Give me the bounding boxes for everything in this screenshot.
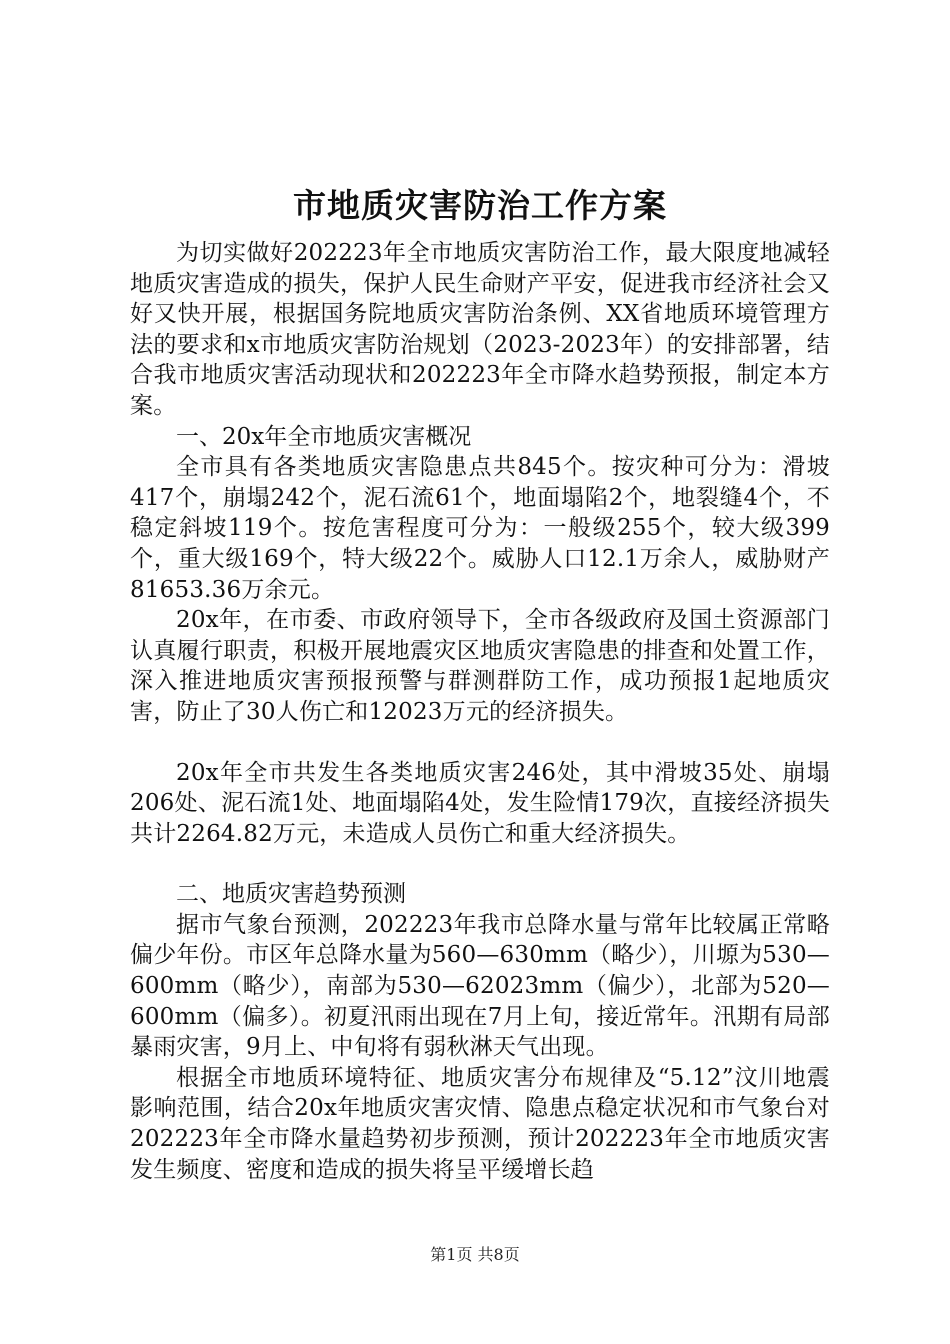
- document-page: [130, 180, 830, 1185]
- intro-paragraph: 为切实做好202223年全市地质灾害防治工作，最大限度地减轻地质灾害造成的损失，保护人民生命财产平安，促进我市经济社会又好又快开展，根据国务院地质灾害防治条例、XX省地质环境管理方法的要求和x市地质灾害防治规划（2023-2023年）的安排部署，结合我市地质灾害活动现状和202223年全市降水趋势预报，制定本方案。: [130, 240, 830, 419]
- section-1-paragraph-1: 全市具有各类地质灾害隐患点共845个。按灾种可分为：滑坡417个，崩塌242个，泥石流61个，地面塌陷2个，地裂缝4个，不稳定斜坡119个。按危害程度可分为：一般级255个，较大级399个，重大级169个，特大级22个。威胁人口12.1万余人，威胁财产81653.36万余元。: [130, 454, 830, 603]
- section-2-paragraph-1: 据市气象台预测，202223年我市总降水量与常年比较属正常略偏少年份。市区年总降水量为560—630mm（略少），川塬为530—600mm（略少），南部为530—62023mm（偏少），北部为520—600mm（偏多）。初夏汛雨出现在7月上旬，接近常年。汛期有局部暴雨灾害，9月上、中旬将有弱秋淋天气出现。: [130, 911, 830, 1061]
- section-1-heading: 一、20x年全市地质灾害概况: [176, 423, 472, 450]
- document-title: 市地质灾害防治工作方案: [293, 186, 667, 225]
- section-1-paragraph-3: 20x年全市共发生各类地质灾害246处，其中滑坡35处、崩塌206处、泥石流1处、地面塌陷4处，发生险情179次，直接经济损失共计2264.82万元，未造成人员伤亡和重大经济损失。: [130, 759, 830, 847]
- section-2-paragraph-2: 根据全市地质环境特征、地质灾害分布规律及“5.12”汶川地震影响范围，结合20x年地质灾害灾情、隐患点稳定状况和市气象台对202223年全市降水量趋势初步预测，预计202223年全市地质灾害发生频度、密度和造成的损失将呈平缓增长趋: [130, 1064, 830, 1183]
- page-footer: 第1页 共8页: [430, 1245, 520, 1264]
- section-1-paragraph-2: 20x年，在市委、市政府领导下，全市各级政府及国土资源部门认真履行职责，积极开展地震灾区地质灾害隐患的排查和处置工作，深入推进地质灾害预报预警与群测群防工作，成功预报1起地质灾害，防止了30人伤亡和12023万元的经济损失。: [130, 607, 830, 725]
- paragraph-gap: [130, 728, 830, 758]
- paragraph-gap: [130, 849, 830, 879]
- section-2-heading: 二、地质灾害趋势预测: [176, 881, 406, 908]
